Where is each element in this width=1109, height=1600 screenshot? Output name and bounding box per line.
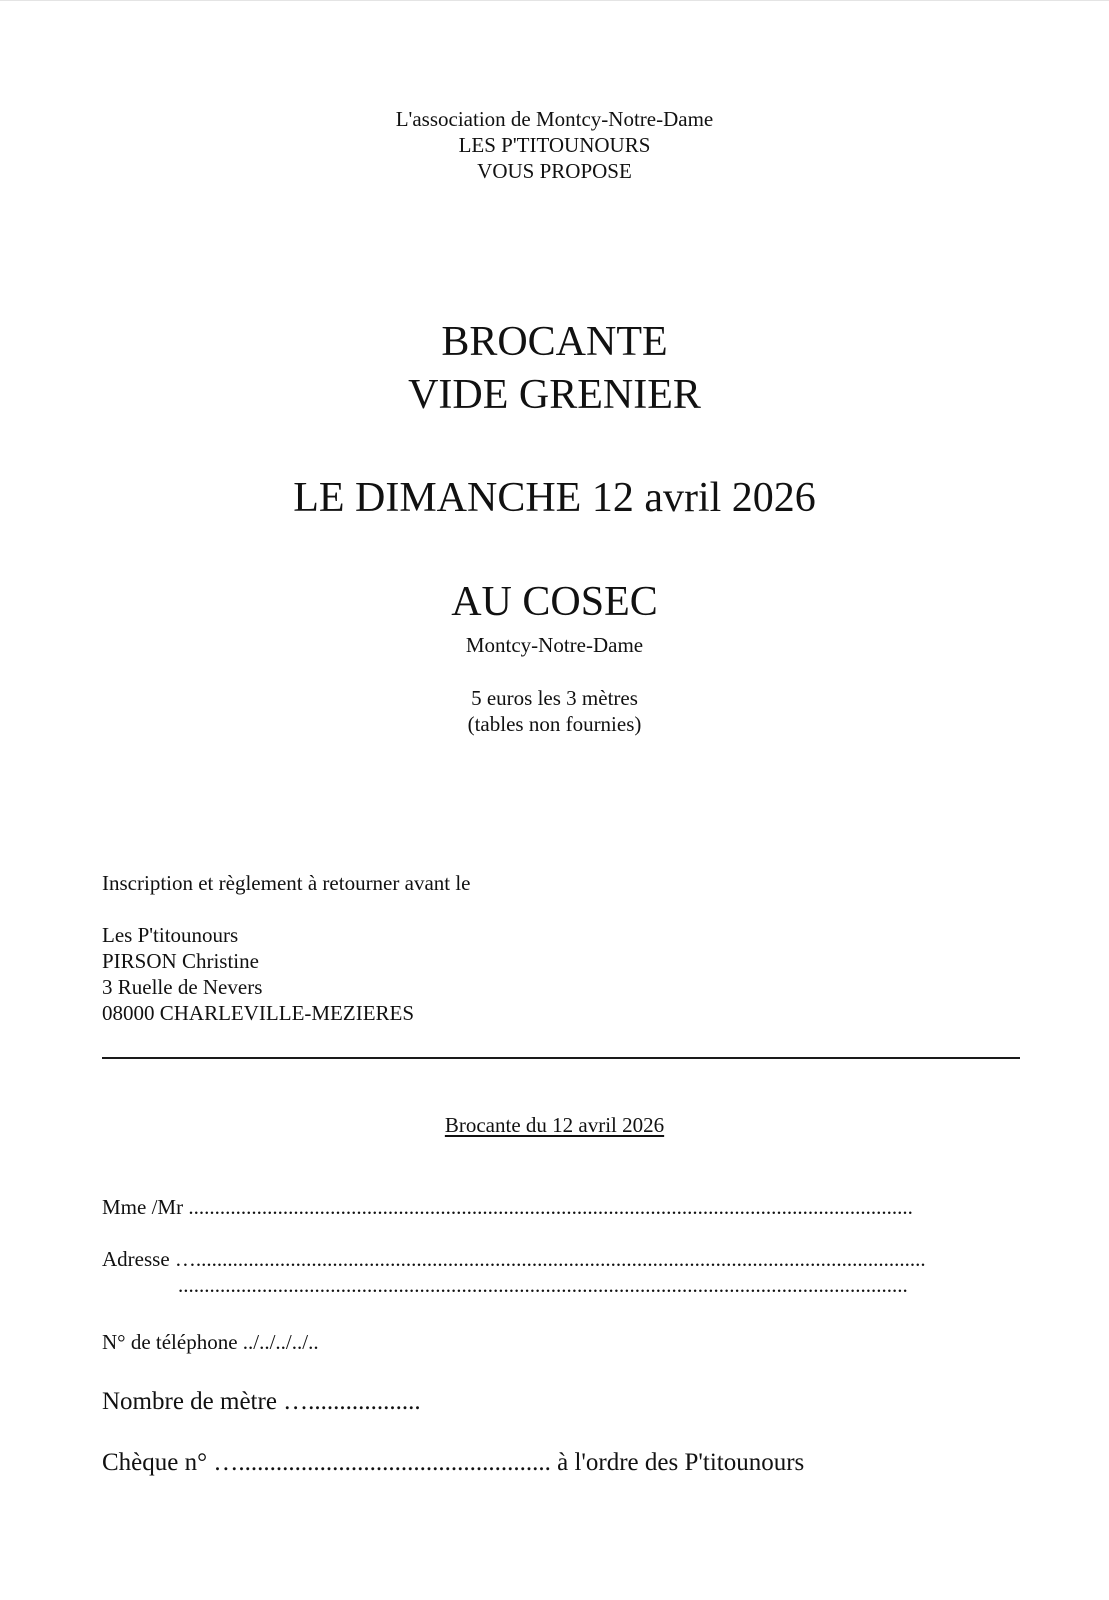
return-address <box>102 922 414 1026</box>
event-venue: AU COSEC <box>451 579 658 625</box>
cheque-field: Chèque n° ….................................................. à l'ordre des P'titounours <box>102 1449 805 1476</box>
price-note: (tables non fournies) <box>467 712 642 736</box>
section-divider <box>102 1057 1020 1059</box>
address-line: 08000 CHARLEVILLE-MEZIERES <box>102 1001 415 1025</box>
form-title-text: Brocante du 12 avril 2026 <box>444 1113 665 1137</box>
organizer-header <box>0 106 1109 184</box>
page-top-edge <box>0 0 1109 1</box>
name-field: Mme /Mr .......................................................................................................................................... <box>102 1195 913 1219</box>
event-title-line-2: VIDE GRENIER <box>408 372 701 418</box>
event-title <box>0 316 1109 422</box>
metres-field: Nombre de mètre ….................. <box>102 1388 421 1415</box>
address-field: Adresse …........................................................................................................................................... <box>102 1247 926 1271</box>
proposes-line: VOUS PROPOSE <box>477 159 632 183</box>
pricing-info <box>0 685 1109 737</box>
association-line: L'association de Montcy-Notre-Dame <box>395 107 714 131</box>
event-title-line-1: BROCANTE <box>441 319 668 365</box>
phone-field: N° de téléphone ../../../../.. <box>102 1330 319 1354</box>
form-title <box>0 1112 1109 1138</box>
event-town: Montcy-Notre-Dame <box>465 633 644 657</box>
registration-instruction: Inscription et règlement à retourner avant le <box>102 871 471 895</box>
event-date: LE DIMANCHE 12 avril 2026 <box>293 475 816 521</box>
address-field-line-2: ........................................................................................................................................... <box>178 1273 908 1297</box>
address-line: 3 Ruelle de Nevers <box>102 975 263 999</box>
address-line: Les P'titounours <box>102 923 239 947</box>
association-name: LES P'TITOUNOURS <box>458 133 651 157</box>
address-line: PIRSON Christine <box>102 949 259 973</box>
price-line: 5 euros les 3 mètres <box>471 686 638 710</box>
